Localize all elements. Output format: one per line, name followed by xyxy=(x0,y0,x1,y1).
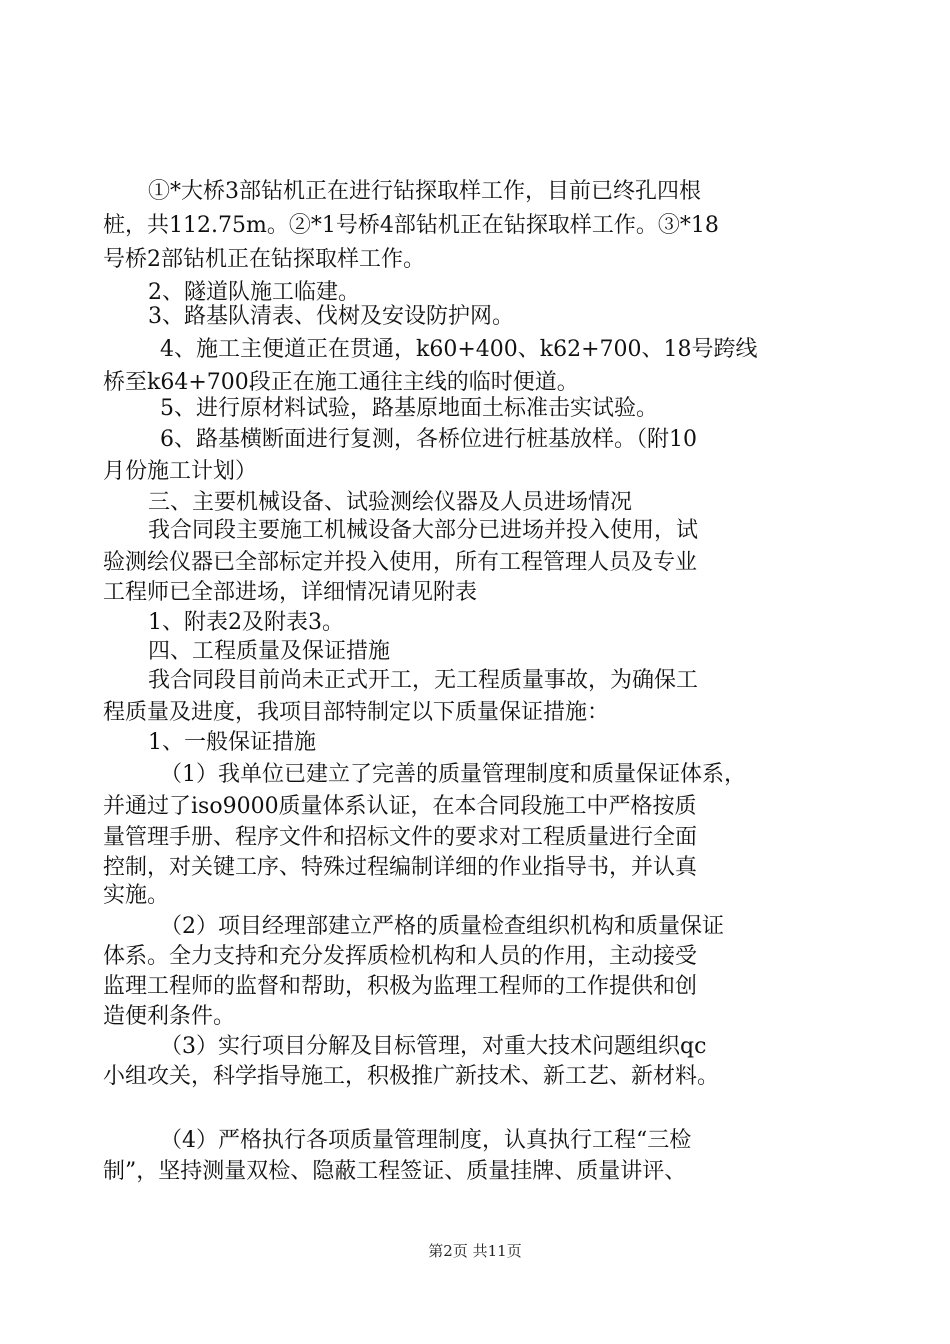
text-line: 3、路基队清表、伐树及安设防护网。 xyxy=(148,304,514,329)
text-line: 我合同段目前尚未正式开工，无工程质量事故，为确保工 xyxy=(148,668,699,693)
text-line: （2）项目经理部建立严格的质量检查组织机构和质量保证 xyxy=(160,914,724,939)
text-line: 造便利条件。 xyxy=(103,1004,236,1029)
text-line: 控制，对关键工序、特殊过程编制详细的作业指导书，并认真 xyxy=(103,855,698,880)
text-line: 2、隧道队施工临建。 xyxy=(148,280,360,305)
text-line: 实施。 xyxy=(103,883,170,908)
text-line: 制”，坚持测量双检、隐蔽工程签证、质量挂牌、质量讲评、 xyxy=(103,1159,687,1184)
text-line: 四、工程质量及保证措施 xyxy=(148,639,391,664)
text-line: 验测绘仪器已全部标定并投入使用，所有工程管理人员及专业 xyxy=(103,550,698,575)
text-line: 月份施工计划） xyxy=(103,459,258,484)
text-line: 6、路基横断面进行复测，各桥位进行桩基放样。（附10 xyxy=(160,427,697,452)
text-line: 工程师已全部进场，详细情况请见附表 xyxy=(103,580,478,605)
text-line: 程质量及进度，我项目部特制定以下质量保证措施： xyxy=(103,700,610,725)
text-line: 量管理手册、程序文件和招标文件的要求对工程质量进行全面 xyxy=(103,825,698,850)
text-line: （3）实行项目分解及目标管理，对重大技术问题组织qc xyxy=(160,1034,707,1059)
text-line: 小组攻关，科学指导施工，积极推广新技术、新工艺、新材料。 xyxy=(103,1064,720,1089)
text-line: 体系。全力支持和充分发挥质检机构和人员的作用，主动接受 xyxy=(103,944,698,969)
text-line: 监理工程师的监督和帮助，积极为监理工程师的工作提供和创 xyxy=(103,974,698,999)
text-line: 1、一般保证措施 xyxy=(148,730,316,755)
text-line: 三、主要机械设备、试验测绘仪器及人员进场情况 xyxy=(148,490,633,515)
text-line: 我合同段主要施工机械设备大部分已进场并投入使用，试 xyxy=(148,518,699,543)
text-line: 桥至k64+700段正在施工通往主线的临时便道。 xyxy=(103,370,579,395)
text-line: （4）严格执行各项质量管理制度，认真执行工程“三检 xyxy=(160,1128,692,1153)
text-line: ①*大桥3部钻机正在进行钻探取样工作，目前已终孔四根 xyxy=(148,179,701,204)
text-line: 桩，共112.75m。②*1号桥4部钻机正在钻探取样工作。③*18 xyxy=(103,213,719,238)
text-line: 并通过了iso9000质量体系认证，在本合同段施工中严格按质 xyxy=(103,794,697,819)
text-line: （1）我单位已建立了完善的质量管理制度和质量保证体系， xyxy=(160,762,746,787)
text-line: 4、施工主便道正在贯通，k60+400、k62+700、18号跨线 xyxy=(160,337,758,362)
text-line: 5、进行原材料试验，路基原地面土标准击实试验。 xyxy=(160,396,658,421)
text-line: 号桥2部钻机正在钻探取样工作。 xyxy=(103,247,425,272)
text-line: 1、附表2及附表3。 xyxy=(148,610,344,635)
page-footer: 第2页 共11页 xyxy=(428,1242,522,1260)
